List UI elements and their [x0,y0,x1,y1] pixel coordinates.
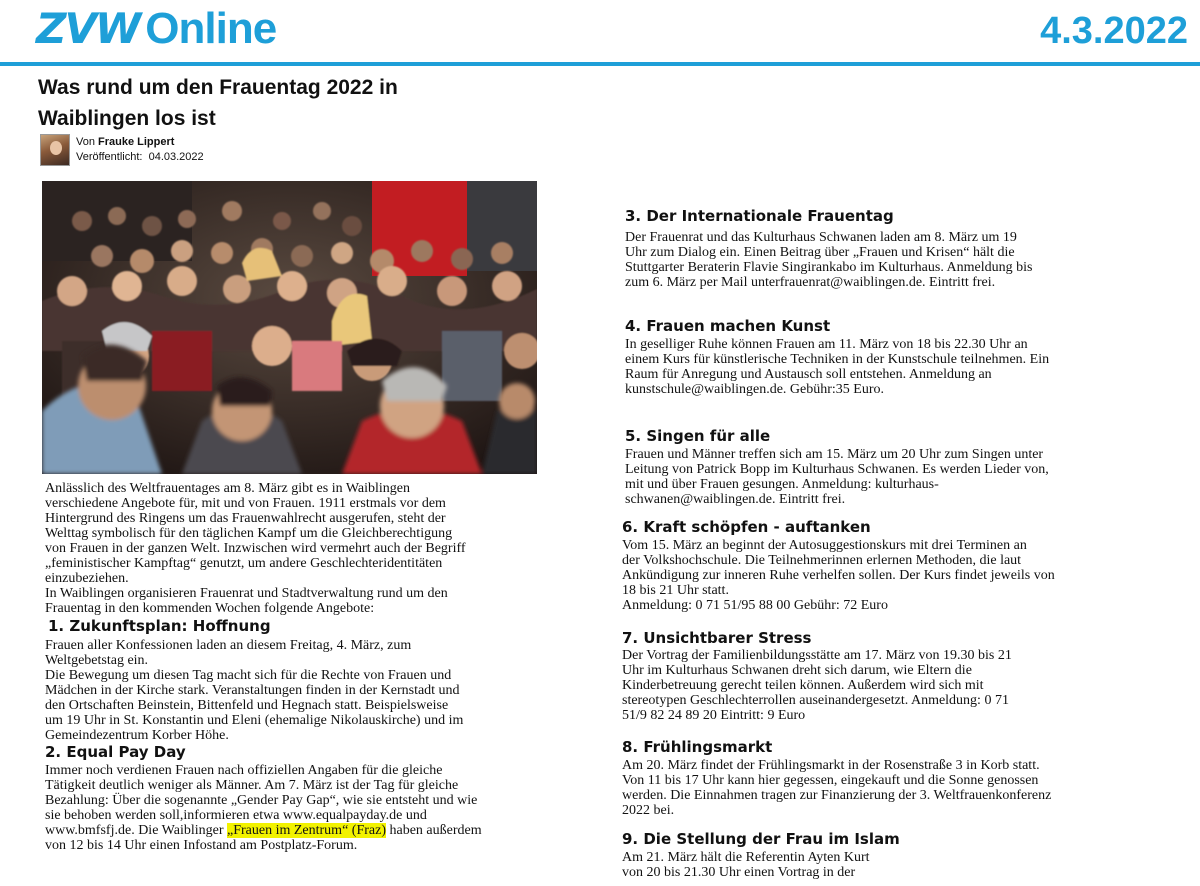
byline-author-line [76,135,336,150]
section-7-body [622,648,1187,723]
section-3-body [625,230,1185,290]
intro-line: Frauentag in den kommenden Wochen folgende Angebote: [45,601,375,616]
section-line: Frauen aller Konfessionen laden an diesem Freitag, 4. März, zum [45,638,412,653]
section-line: sie behoben werden soll,informieren etwa www.equalpayday.de und [45,808,427,823]
masthead-divider [0,62,1200,66]
section-9-title: 9. Die Stellung der Frau im Islam [622,830,900,848]
section-4-title: 4. Frauen machen Kunst [625,317,831,335]
line-text: haben außerdem [386,823,482,838]
section-line: Stuttgarter Beraterin Flavie Singirankabo im Kulturhaus. Anmeldung bis [625,260,1033,275]
section-line: Uhr im Kulturhaus Schwanen dreht sich darum, wie Eltern die [622,663,972,678]
section-line: Anmeldung: 0 71 51/95 88 00 Gebühr: 72 Euro [622,598,888,613]
section-line: Am 20. März findet der Frühlingsmarkt in der Rosenstraße 3 in Korb statt. [622,758,1040,773]
author-avatar [40,134,70,166]
section-line: von 12 bis 14 Uhr einen Infostand am Postplatz-Forum. [45,838,358,853]
section-9-body [622,850,1187,880]
headline-line-2: Waiblingen los ist [38,107,216,130]
published-label: Veröffentlicht: [76,151,143,163]
intro-line: einzubeziehen. [45,571,129,586]
section-line: zum 6. März per Mail unterfrauenrat@waiblingen.de. Eintritt frei. [625,275,996,290]
section-line: Frauen und Männer treffen sich am 15. März um 20 Uhr zum Singen unter [625,447,1044,462]
section-line: werden. Die Einnahmen tragen zur Finanzierung der 3. Weltfrauenkonferenz [622,788,1052,803]
logo-zvw: ZVW [36,4,140,53]
section-line [45,823,590,838]
section-line: von 20 bis 21.30 Uhr einen Vortrag in der [622,865,856,880]
section-line: Der Frauenrat und das Kulturhaus Schwanen laden am 8. März um 19 [625,230,1017,245]
line-text: www.bmfsfj.de. Die Waiblinger [45,823,227,838]
section-line: Vom 15. März an beginnt der Autosuggestionskurs mit drei Terminen an [622,538,1027,553]
byline-text [76,135,336,165]
section-line: Mädchen in der Kirche stark. Veranstaltungen finden in der Kernstadt und [45,683,460,698]
section-5-title: 5. Singen für alle [625,427,771,445]
section-line: Immer noch verdienen Frauen nach offiziellen Angaben für die gleiche [45,763,443,778]
section-line: Raum für Anregung und Austausch soll entstehen. Anmeldung an [625,367,992,382]
audience-photo-illustration [42,181,537,474]
section-line: Der Vortrag der Familienbildungsstätte am 17. März von 19.30 bis 21 [622,648,1012,663]
section-line: Am 21. März hält die Referentin Ayten Kurt [622,850,870,865]
byline-prefix: Von [76,136,95,148]
section-line: kunstschule@waiblingen.de. Gebühr:35 Euro. [625,382,885,397]
intro-line: „feministischer Kampftag“ genutzt, um andere Geschlechteridentitäten [45,556,443,571]
intro-line: Hintergrund des Ringens um das Frauenwahlrecht ausgerufen, steht der [45,511,446,526]
section-line: 51/9 82 24 89 20 Eintritt: 9 Euro [622,708,806,723]
section-line: 18 bis 21 Uhr statt. [622,583,729,598]
section-line: stereotypen Geschlechterrollen auseinandergesetzt. Anmeldung: 0 71 [622,693,1009,708]
intro-line: Anlässlich des Weltfrauentages am 8. März gibt es in Waiblingen [45,481,411,496]
section-line: der Volkshochschule. Die Teilnehmerinnen erlernen Methoden, die laut [622,553,1022,568]
fraz-highlight: „Frauen im Zentrum“ (Fraz) [227,823,386,838]
logo-online: Online [145,4,277,53]
section-1-body [45,638,575,743]
section-8-body [622,758,1187,818]
intro-line: verschiedene Angebote für, mit und von Frauen. 1911 erstmals vor dem [45,496,446,511]
section-line: Weltgebetstag ein. [45,653,149,668]
section-6-title: 6. Kraft schöpfen - auftanken [622,518,871,536]
headline-line-1: Was rund um den Frauentag 2022 in [38,76,398,99]
byline-published-line [76,150,336,165]
audience-photo [42,181,537,474]
published-date: 04.03.2022 [148,151,204,163]
section-8-title: 8. Frühlingsmarkt [622,738,773,756]
intro-line: Welttag symbolisch für den täglichen Kampf um die Gleichberechtigung [45,526,453,541]
issue-date: 4.3.2022 [1040,10,1188,52]
section-line: schwanen@waiblingen.de. Eintritt frei. [625,492,846,507]
section-line: den Ortschaften Beinstein, Bittenfeld und Hegnach statt. Beispielsweise [45,698,449,713]
section-line: einem Kurs für künstlerische Techniken in der Kunstschule teilnehmen. Ein [625,352,1050,367]
section-line: Von 11 bis 17 Uhr kann hier gegessen, eingekauft und die Sonne genossen [622,773,1039,788]
section-5-body [625,447,1185,507]
section-7-title: 7. Unsichtbarer Stress [622,629,812,647]
section-line: Die Bewegung um diesen Tag macht sich für die Rechte von Frauen und [45,668,452,683]
section-line: Uhr zum Dialog ein. Einen Beitrag über „Frauen und Krisen“ hält die [625,245,1015,260]
section-line: Leitung von Patrick Bopp im Kulturhaus Schwanen. Es werden Lieder von, [625,462,1049,477]
zvw-online-logo[interactable] [36,4,276,54]
author-name[interactable]: Frauke Lippert [98,136,175,148]
section-line: um 19 Uhr in St. Konstantin und Eleni (ehemalige Nikolauskirche) und im [45,713,464,728]
section-line: Bezahlung: Über die sogenannte „Gender Pay Gap“, wie sie entsteht und wie [45,793,478,808]
section-4-body [625,337,1185,397]
section-1-title: 1. Zukunftsplan: Hoffnung [48,617,271,635]
article-intro [45,481,575,616]
section-line: Kinderbetreuung gerecht teilen können. Außerdem wird sich mit [622,678,984,693]
article-headline [38,72,558,134]
section-2-title: 2. Equal Pay Day [45,743,186,761]
section-line: mit und über Frauen gesungen. Anmeldung: kulturhaus- [625,477,939,492]
masthead [0,0,1200,66]
section-3-title: 3. Der Internationale Frauentag [625,207,894,225]
section-6-body [622,538,1187,613]
intro-line: von Frauen in der ganzen Welt. Inzwischen wird vermehrt auch der Begriff [45,541,466,556]
intro-line: In Waiblingen organisieren Frauenrat und Stadtverwaltung rund um den [45,586,448,601]
section-line: In geselliger Ruhe können Frauen am 11. März von 18 bis 22.30 Uhr an [625,337,1028,352]
section-line: Ankündigung zur inneren Ruhe verhelfen sollen. Der Kurs findet jeweils von [622,568,1055,583]
section-line: Gemeindezentrum Korber Höhe. [45,728,229,743]
section-line: 2022 bei. [622,803,675,818]
section-line: Tätigkeit deutlich weniger als Männer. Am 7. März ist der Tag für gleiche [45,778,459,793]
section-2-body [45,763,590,853]
